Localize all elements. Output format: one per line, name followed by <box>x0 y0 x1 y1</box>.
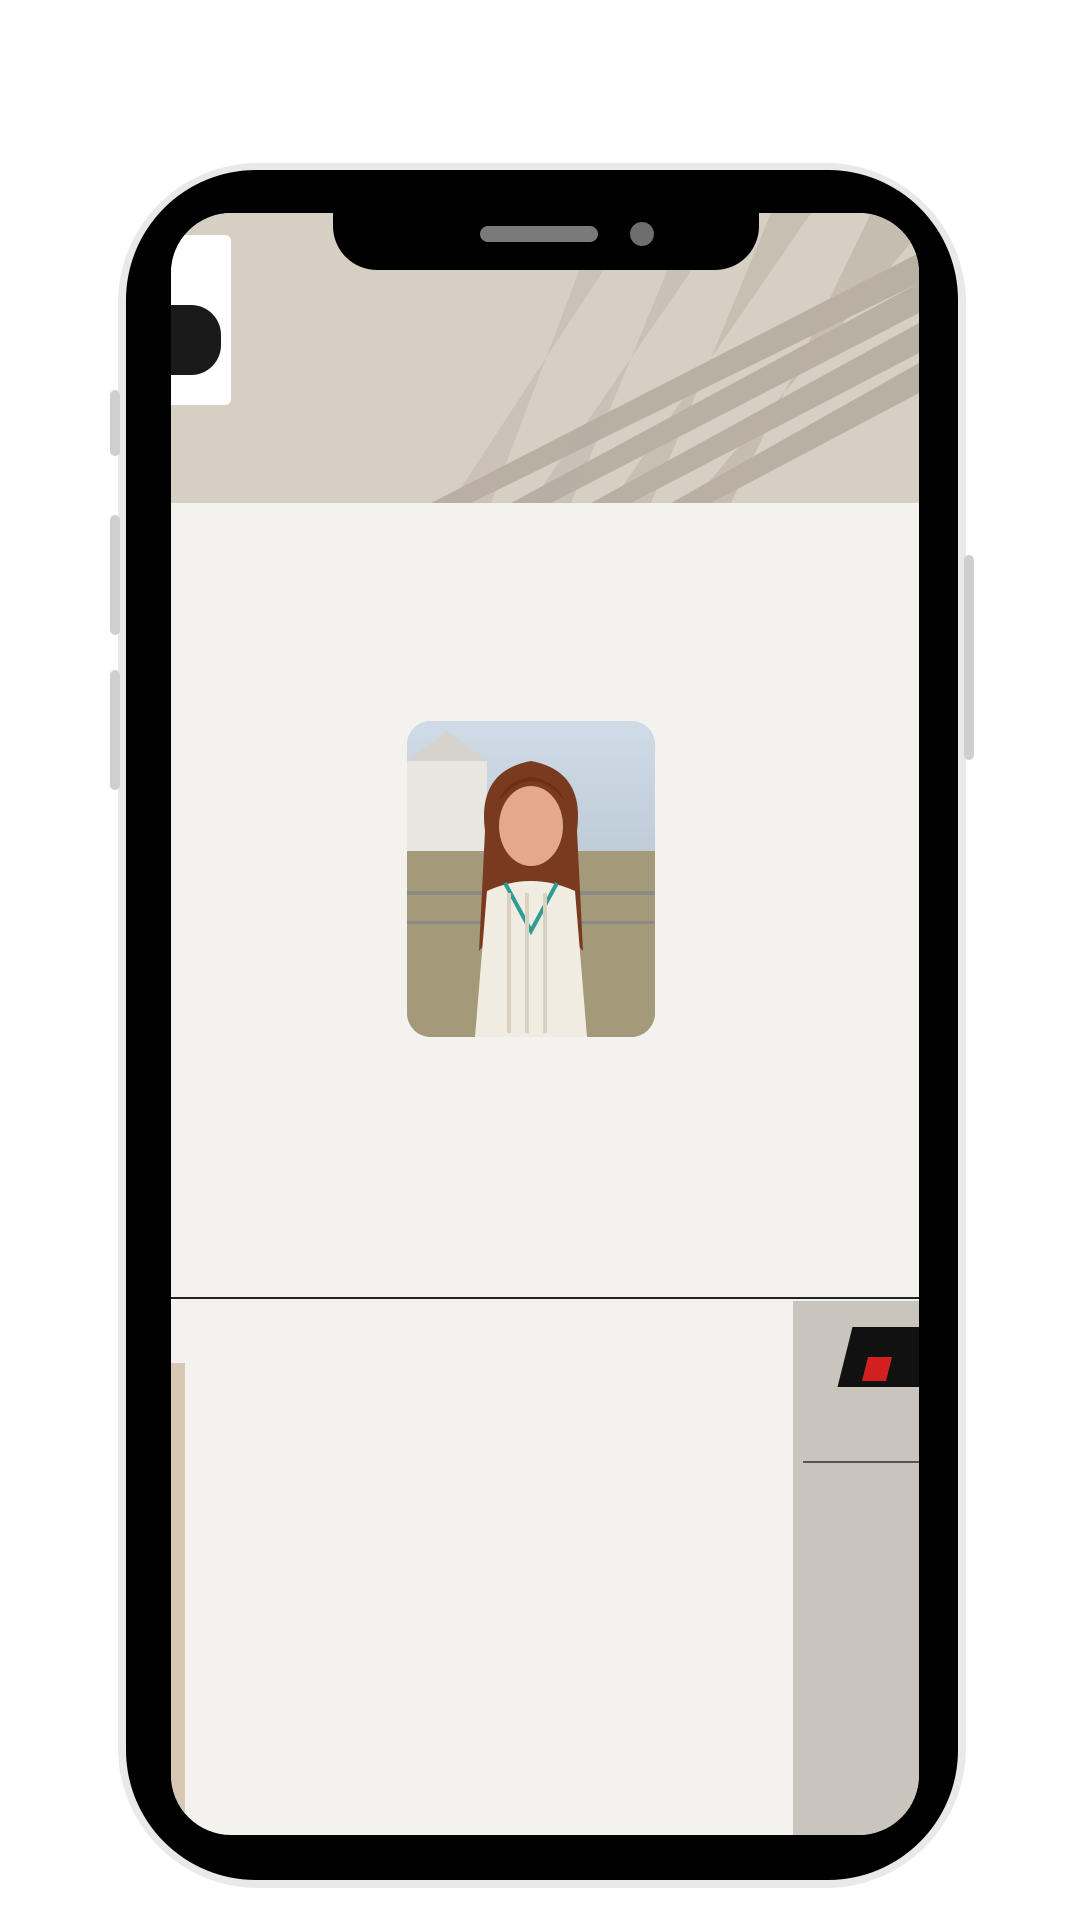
in-this-issue-sidebar <box>793 1301 919 1835</box>
section-divider <box>171 1297 919 1299</box>
phone-side-button-volume-up <box>110 515 120 635</box>
article2-accent-bar <box>171 1363 185 1833</box>
phone-side-button-volume-down <box>110 670 120 790</box>
sidebar-divider <box>803 1461 919 1463</box>
portrait-illustration <box>407 721 655 1037</box>
article1-right-column-mid <box>665 723 919 1149</box>
article1-right-column-top <box>535 570 919 722</box>
farm-bureau-logo-mark <box>171 305 221 375</box>
article1-right-column-bottom <box>535 1150 919 1286</box>
robyn-lawson-photo <box>407 721 655 1037</box>
phone-speaker <box>480 226 598 242</box>
phone-notch <box>333 170 759 270</box>
phone-side-button-mute <box>110 390 120 456</box>
article2-body <box>199 1361 789 1363</box>
phone-camera <box>630 222 654 246</box>
issue-info-row <box>171 463 919 503</box>
phone-screen[interactable] <box>171 213 919 1835</box>
farm-bureau-logo <box>171 235 231 405</box>
phone-side-button-power <box>964 555 974 760</box>
